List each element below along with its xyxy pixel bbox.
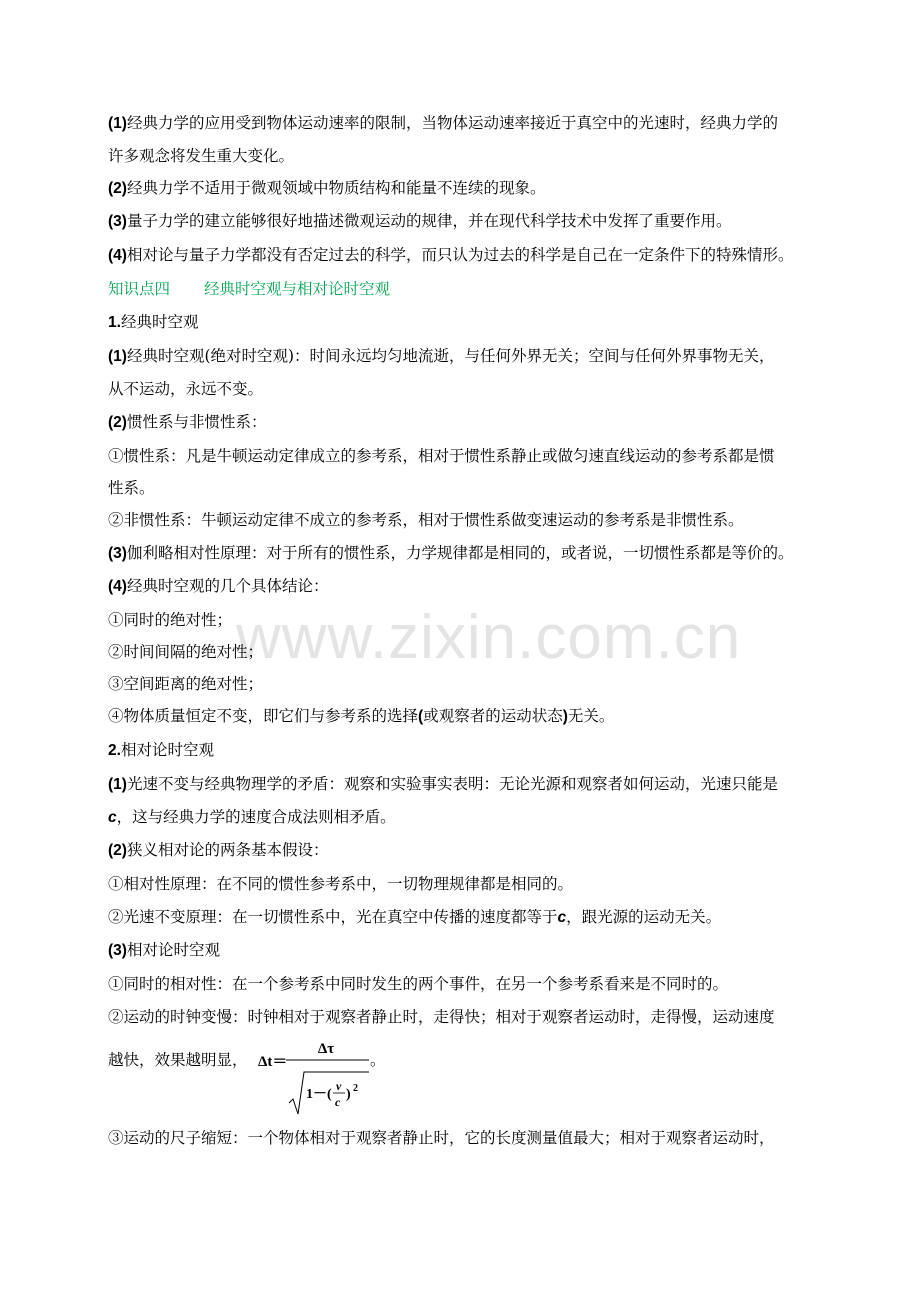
item-number: (1) [108, 776, 127, 793]
item-number: (4) [108, 247, 127, 264]
paragraph-1-line-1 [108, 113, 778, 134]
simultaneity: ①同时的相对性：在一个参考系中同时发生的两个事件，在另一个参考系看来是不同时的。 [108, 975, 729, 993]
inertial-line-1: ①惯性系：凡是牛顿运动定律成立的参考系，相对于惯性系静止或做匀速直线运动的参考系都是惯 [108, 447, 775, 465]
relativity-3 [108, 940, 220, 961]
paragraph-1-line-2: 许多观念将发生重大变化。 [108, 147, 295, 165]
text: 无关。 [567, 707, 615, 725]
section-heading [108, 279, 390, 299]
relativity-2 [108, 840, 328, 861]
non-inertial: ②非惯性系：牛顿运动定律不成立的参考系，相对于惯性系做变速运动的参考系是非惯性系。 [108, 511, 744, 529]
item-number: (3) [108, 942, 127, 959]
heading-2 [108, 740, 214, 761]
inertial-line-2: 性系。 [108, 479, 155, 497]
postulate-1: ①相对性原理：在不同的惯性参考系中，一切物理规律都是相同的。 [108, 875, 574, 893]
formula-close: ) [346, 1087, 351, 1102]
formula-c: c [335, 1095, 341, 1109]
formula-end: 。 [370, 1051, 386, 1069]
length-contraction: ③运动的尺子缩短：一个物体相对于观察者静止时，它的长度测量值最大；相对于观察者运动时， [108, 1129, 775, 1147]
item-number: (2) [108, 180, 127, 197]
item-number: (2) [108, 414, 127, 431]
paragraph-text: 经典力学的应用受到物体运动速率的限制，当物体运动速率接近于真空中的光速时，经典力学的 [126, 114, 778, 132]
item-number: (4) [108, 578, 127, 595]
section-title: 经典时空观与相对论时空观 [204, 280, 391, 298]
paragraph-text: 经典时空观的几个具体结论： [126, 577, 329, 595]
item-number: (3) [108, 545, 127, 562]
section-label: 知识点四 [108, 280, 171, 298]
item-number: (1) [108, 115, 127, 132]
classical-1-line-2: 从不运动，永远不变。 [108, 380, 264, 398]
classical-4 [108, 576, 328, 597]
postulate-2 [108, 907, 721, 928]
classical-3 [108, 543, 793, 564]
formula-v: v [336, 1079, 342, 1093]
paragraph-text: 光速不变与经典物理学的矛盾：观察和实验事实表明：无论光源和观察者如何运动，光速只能是 [126, 775, 778, 793]
heading-text: 相对论时空观 [120, 741, 214, 759]
classical-2 [108, 412, 266, 433]
formula-numerator: Δτ [317, 1041, 335, 1057]
text: 或观察者的运动状态 [423, 707, 563, 725]
paragraph-text: 相对论与量子力学都没有否定过去的科学，而只认为过去的科学是自己在一定条件下的特殊情形。 [126, 246, 794, 264]
text: ②光速不变原理：在一切惯性系中，光在真空中传播的速度都等于 [108, 908, 558, 926]
relativity-1-line-1 [108, 774, 778, 795]
paragraph-2 [108, 178, 545, 199]
paragraph-text: ，这与经典力学的速度合成法则相矛盾。 [116, 808, 396, 826]
paren: ) [562, 708, 568, 725]
formula-power: 2 [353, 1083, 358, 1094]
item-number: (1) [108, 348, 127, 365]
text: ④物体质量恒定不变，即它们与参考系的选择 [108, 707, 419, 725]
classical-1-line-1 [108, 346, 775, 367]
text: ，跟光源的运动无关。 [566, 908, 722, 926]
formula-lhs: Δt＝ [258, 1054, 288, 1070]
paragraph-3 [108, 211, 731, 232]
symbol-c: c [557, 909, 567, 926]
time-dilation-line-2 [108, 1050, 248, 1070]
paren: ( [418, 708, 424, 725]
relativity-1-line-2 [108, 807, 396, 828]
paragraph-text: 狭义相对论的两条基本假设： [126, 841, 329, 859]
item-number: (2) [108, 842, 127, 859]
conclusion-3: ③空间距离的绝对性； [108, 675, 264, 693]
symbol-c: c [108, 809, 117, 826]
paragraph-text: 经典力学不适用于微观领域中物质结构和能量不连续的现象。 [126, 179, 546, 197]
heading-text: 经典时空观 [120, 313, 199, 331]
paragraph-text: 经典时空观(绝对时空观)：时间永远均匀地流逝，与任何外界无关；空间与任何外界事物无关， [126, 347, 775, 365]
paragraph-text: 相对论时空观 [126, 941, 220, 959]
item-number: (3) [108, 213, 127, 230]
heading-number: 2. [108, 742, 121, 759]
conclusion-1: ①同时的绝对性； [108, 611, 233, 629]
time-dilation-formula [258, 1036, 378, 1118]
paragraph-text: 伽利略相对性原理：对于所有的惯性系，力学规律都是相同的，或者说，一切惯性系都是等价的。 [126, 544, 794, 562]
heading-1 [108, 312, 198, 333]
heading-number: 1. [108, 314, 121, 331]
text: 越快，效果越明显， [108, 1051, 248, 1069]
formula-one-minus: 1－( [306, 1087, 332, 1102]
conclusion-4 [108, 706, 614, 727]
paragraph-text: 惯性系与非惯性系： [126, 413, 267, 431]
paragraph-4 [108, 245, 793, 266]
conclusion-2: ②时间间隔的绝对性； [108, 643, 264, 661]
paragraph-text: 量子力学的建立能够很好地描述微观运动的规律，并在现代科学技术中发挥了重要作用。 [126, 212, 732, 230]
watermark: www.zixin.com.cn [236, 603, 742, 672]
time-dilation-line-1: ②运动的时钟变慢：时钟相对于观察者静止时，走得快；相对于观察者运动时，走得慢，运动速度 [108, 1008, 775, 1026]
